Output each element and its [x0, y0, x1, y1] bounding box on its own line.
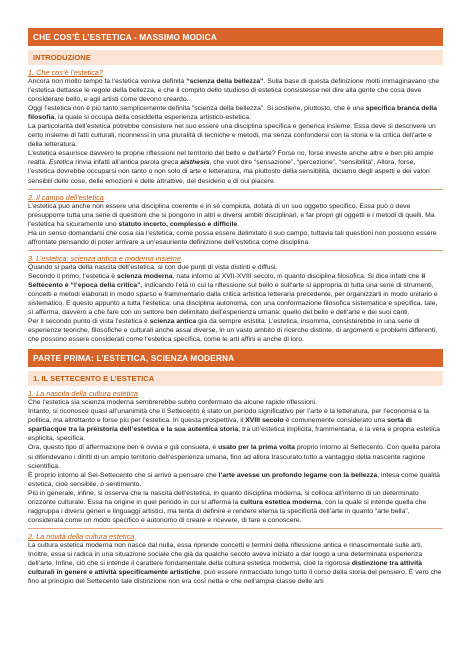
text-run: Ora, questo tipo di affermazione ben è ovvia e già consueta, è [28, 444, 219, 452]
subsection-heading: 1. Che cos’è l’estetica? [28, 68, 104, 77]
text-run: . Sulla base di questa definizione molti immaginavano che l’estetica dettasse le regole della bellezza, e che il compito dello studioso di estetica consistesse nel dire alla gente che cosa deve considerare bello, e agli artisti come devono creardo. [28, 78, 440, 104]
text-run: , intesa come qualità estetica, cioè sensibile, o sentimento. [28, 471, 440, 488]
text-run: distinzione tra attività culturali in genere e attività specificamente artistiche [28, 559, 423, 577]
text-run: , indicando l’età in cui la riflessione sul bello e sull’arte si appropria di tutta una serie di strumenti, concetti e metodi elaborati in modo sparso e frammentario dalla critica artistica letteraria precedente, per organizzarli in modo unitario e sistematico. E questo appunto a tutta l’estetica: una disciplina autonoma, con una conformazione filosofica sistematica e specifica, tale, sì afferma, davvero a che fare con un settore ben delimitato dell’esperienza umana: quello del bello e dell’arte e dei suoi canti. [28, 281, 438, 317]
text-run: Estetica [48, 159, 74, 167]
paragraph [28, 149, 443, 185]
text-run: , che vuol dire “sensazione”, “percezione”, “sensibilità”. Allora, forse, l’estetica dovrebbe occuparsi non tanto o non solo di arte e letteratura, ma piuttosto della sensibilità, diciamo degli aspetti e dei valori sensibili delle cose, delle emozioni e delle attrattive, del desiderio e di oui piacere. [28, 159, 430, 185]
text-run: È proprio intorno al Sei-Settecento che si arrivò a pensare che [28, 471, 219, 479]
paragraph [28, 407, 443, 443]
text-run: proprio intorno al Settecento. Con quella parola si difendevano i diritti di un ampio territorio dell’esperienza umana, fino ad allora trascurato tutto a vantaggio della nascente ragione scientifica. [28, 444, 441, 470]
intro-subsections [28, 68, 443, 344]
text-run: l’arte avesse un profondo legame con la bellezza [218, 471, 378, 479]
chapter-header: 1. IL SETTECENTO E L’ESTETICA [28, 371, 443, 386]
text-run: è comunemente considerato una [283, 417, 388, 425]
paragraph [28, 272, 443, 317]
text-run: statuto incerto, complesso e difficile [118, 220, 238, 228]
subsection-heading: 3. L’estetica: scienza antica e moderna insieme [28, 253, 181, 263]
paragraph [28, 104, 443, 122]
text-run: Ha un senso domandarsi che cosa sia l’estetica, come possa essere delimitato il suo campo, tuttavia tali questioni non possono essere affrontate pensando di poter arrivare a un’esauriente definizione dell’estetica come disciplina. [28, 229, 437, 246]
text-run: specifica branca della filosofia [28, 105, 437, 122]
paragraph [28, 541, 443, 586]
text-run: XVIII secolo [245, 417, 284, 425]
text-run: già da sempre esistita. L’estetica, insomma, consisterebbe in una serie di esperienze teoriche, filosofiche e culturali anche assai diverse, in un vasto ambito di ricerche distinte, di argomenti e problemi differenti, che possono essere considerati come l’estetica specifica, come le arti affini e anche di loro. [28, 318, 438, 344]
text-run: Che l’estetica sia scienza moderna sembrerebbe subito confermato da alcune rapide riflessioni. [28, 399, 318, 407]
paragraph [28, 317, 443, 344]
subsection-heading: 1. La nascita della cultura estetica [28, 389, 138, 399]
text-run: , può essere rintracciato lungo tutto il corso della storia del pensiero. È vero che fino al principio del Settecento tale distinzione non era così netta e che nell’ampia classe delle arti [28, 569, 442, 586]
text-run: sorta di spartiacque tra la preistoria dell’estetica e la sua autentica storia [28, 417, 412, 434]
text-run: . [237, 220, 240, 228]
text-run: aisthesis [180, 159, 210, 167]
paragraph [28, 398, 443, 407]
subsection-divider [28, 528, 443, 529]
paragraph [28, 471, 443, 489]
text-run: ; tra un’estetica implicita, frammentaria, e la vera e propria estetica esplicita, specifica. [28, 426, 440, 443]
text-run: rinvia infatti all’antica parola greca [73, 159, 181, 167]
text-run: , nata intorno al XVII-XVIII secolo, in quanto disciplina filosofica. Si dice infatti che [172, 272, 422, 280]
chapter-subsections [28, 389, 443, 586]
text-run: usato per la prima volta [218, 444, 295, 452]
text-run: cultura estetica moderna [240, 498, 322, 506]
text-run: Oggi l’estetica non è più tanto semplicemente definita “scienza della bellezza”. Si sostiene, piuttosto, che è una [28, 105, 366, 113]
subsection-heading: 2. La novità della cultura estetica [28, 531, 135, 541]
text-run: “scienza della bellezza” [186, 78, 264, 85]
text-run: , la quale si occupa della cosiddetta esperienza artistico-estetica. [54, 114, 251, 122]
text-run: L’estetica esaurisce davvero le proprie riflessioni nel territorio del bello e dell’arte? Forse no, forse investe anche altre e ben più ampie realtà. [28, 150, 434, 167]
part-title: PARTE PRIMA: L’ESTETICA, SCIENZA MODERNA [28, 349, 443, 367]
text-run: Intanto, si riconosce quasi all’unanimità che il Settecento è stato un periodo significativo per l’arte e la letteratura, per l’economia e la politica, ma altrettanto e forse più per l’estetica. In questa prospettiva, il [28, 408, 429, 425]
text-run: il Settecento è “l’epoca della critica” [28, 272, 426, 289]
text-run: Ancora non molto tempo fa l’estetica veniva definita [28, 78, 187, 85]
paragraph [28, 263, 443, 272]
text-run: scienza moderna [117, 272, 173, 280]
text-run: Secondo il primo, l’estetica è [28, 272, 118, 280]
text-run: Per il secondo punto di vista l’estetica è [28, 318, 150, 326]
section-header-introduzione: INTRODUZIONE [28, 50, 443, 65]
subsection-divider [28, 189, 443, 190]
paragraph [28, 202, 443, 229]
paragraph [28, 229, 443, 247]
subsection-divider [28, 250, 443, 251]
document-title: CHE COS’È L’ESTETICA - MASSIMO MODICA [28, 28, 443, 46]
text-run: , con la quale si intende quella che raggruppa i diversi generi e linguaggi artistici, ma tenta di definire e rendere eterna la specificità dell’arte in quanto “arte bella”, considerata come un modo specifico e autonomo di creare e ricevere, di fare e conoscere. [28, 498, 427, 524]
text-run: La particolarità dell’estetica potrebbe consistere nel suo essere una disciplina specifica e generica insieme. Essa deve si descrivere un certo insieme di fatti culturali, riconnessi in una pluralità di tecniche e metodi, ma senza confondersi con la storia e la critica dell’arte e della letteratura. [28, 123, 436, 149]
text-run: L’estetica può anche non essere una disciplina coerente e in sé compiuta, dotata di un suo oggetto specifico. Essa può o deve presupporre tutta una serie di questioni che si pongono in altri e diversi ambiti disciplinari, e far propri gli oggetti e i metodi di quelli. Ma l’estetica ha sicuramente uno [28, 202, 435, 228]
paragraph [28, 122, 443, 149]
paragraph [28, 77, 443, 104]
subsection-heading: 2. Il campo dell’estetica [28, 192, 104, 202]
text-run: La cultura estetica moderna non nasce dal nulla, essa riprende concetti e termini della riflessione antica e rinascimentale sulle arti. Inoltre, essa si radica in una situazione sociale che già da qualche secolo aveva iniziato a dar luogo a una determinata esperienza dell’arte. Infine, ciò che si intende il carattere fondamentale della cultura estetica moderna, cioè la rigorosa [28, 541, 423, 567]
text-run: Più in generale, infine, si osserva che la nascita dell’estetica, in quanto disciplina moderna, si colloca all’interno di un determinato orizzonte culturale. Essa ha origine in quel periodo in cui si afferma la [28, 489, 419, 506]
text-run: scienza antica [149, 318, 197, 326]
paragraph [28, 489, 443, 525]
text-run: Quando si parla della nascita dell’estetica, si con due punti di vista distinti e diffusi. [28, 263, 278, 271]
paragraph [28, 443, 443, 470]
